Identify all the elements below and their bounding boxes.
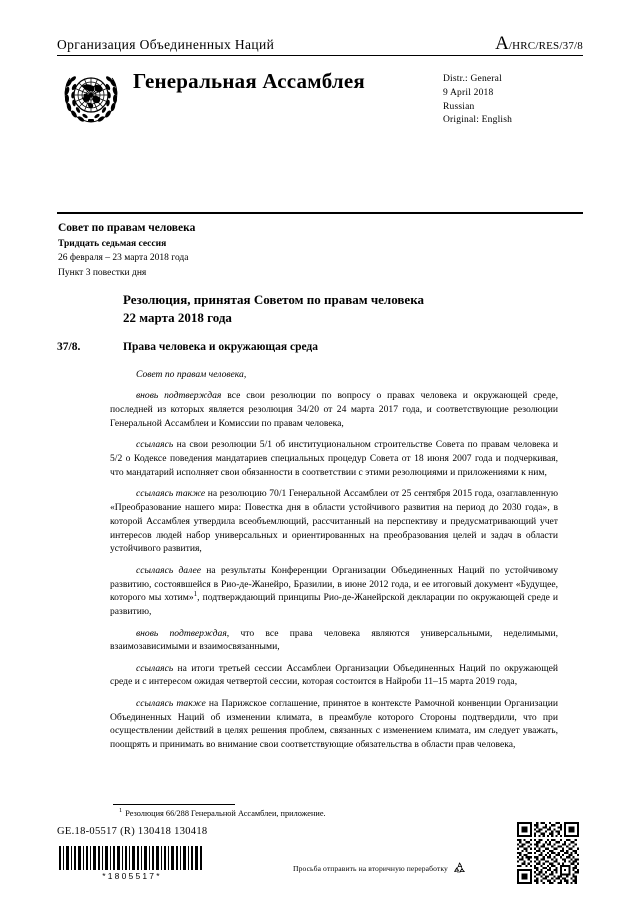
paragraph-lead-in: ссылаясь далее	[136, 564, 202, 576]
organization-name: Организация Объединенных Наций	[57, 37, 275, 52]
paragraph-text-continued: , подтверждающий принципы Рио-де-Жанейрской декларации по окружающей среде и развитию,	[110, 592, 559, 618]
paragraph-text: на результаты Конференции Организации Объединенных Наций по устойчивому развитию, состоявшейся в Рио-де-Жанейро, Бразилии, в июне 2012 года, и ее итоговый документ «Будущее, которого мы хотим»	[110, 564, 558, 604]
paragraph-lead-in: вновь подтверждая	[136, 390, 222, 402]
masthead-body-row	[57, 65, 583, 128]
recycle-notice	[293, 861, 467, 876]
preamble-paragraph	[110, 662, 558, 690]
preamble-paragraph-list	[110, 389, 558, 752]
session-dates: 26 февраля – 23 марта 2018 года	[58, 253, 189, 264]
document-symbol	[495, 34, 583, 53]
document-language: Russian	[443, 101, 475, 112]
preamble-paragraph	[110, 564, 558, 619]
document-date: 9 April 2018	[443, 87, 494, 98]
preamble-paragraph	[110, 389, 558, 430]
preamble-paragraph	[110, 487, 558, 556]
preamble-paragraph	[110, 627, 558, 655]
recycle-icon	[452, 861, 467, 876]
un-emblem-icon	[61, 67, 121, 125]
footnote	[119, 808, 539, 820]
paragraph-lead-in: ссылаясь	[136, 662, 174, 674]
footnote-separator	[113, 804, 235, 805]
footnote-marker: 1	[119, 807, 123, 815]
distribution-type: Distr.: General	[443, 74, 502, 84]
paragraph-text: на итоги третьей сессии Ассамблеи Организации Объединенных Наций по окружающей среде и с интересом ожидая четвертой сессии, которая состоится в Найроби 11–15 марта 2019 года,	[110, 662, 558, 688]
assembly-title: Генеральная Ассамблея	[133, 69, 365, 93]
paragraph-text: на резолюцию 70/1 Генеральной Ассамблеи от 25 сентября 2015 года, озаглавленную «Преобразование нашего мира: Повестка дня в области устойчивого развития на период до 2030 года», в которой Ассамблея утвердила всеобъемлющий, рассчитанный на перспективу и предусматривающий учет интересов людей набор универсальных и ориентированных на преобразования целей и задач в области устойчивого развития,	[110, 488, 559, 555]
section-divider	[57, 212, 583, 214]
preamble-opening-text: Совет по правам человека,	[136, 369, 247, 380]
original-language: Original: English	[443, 115, 513, 126]
barcode-bars	[57, 846, 205, 870]
council-name: Совет по правам человека	[58, 222, 196, 234]
qr-code-matrix	[517, 822, 579, 884]
paragraph-lead-in: ссылаясь также	[136, 697, 206, 709]
resolution-heading-line1: Резолюция, принятая Советом по правам человека	[123, 292, 424, 307]
preamble-opening	[110, 368, 558, 382]
paragraph-lead-in: ссылаясь	[136, 439, 174, 451]
resolution-heading-line2: 22 марта 2018 года	[123, 309, 232, 325]
qr-code	[517, 822, 579, 884]
session-number: Тридцать седьмая сессия	[58, 238, 167, 249]
masthead-top-row	[57, 34, 583, 55]
masthead-divider	[57, 55, 583, 56]
agenda-item: Пункт 3 повестки дня	[58, 268, 147, 279]
session-info	[58, 220, 458, 281]
paragraph-text: , что все права человека являются универсальными, неделимыми, взаимозависимыми и взаимосвязанными,	[110, 627, 558, 653]
resolution-title: Права человека и окружающая среда	[123, 341, 318, 353]
symbol-rest: /HRC/RES/37/8	[508, 40, 583, 52]
document-code: GE.18-05517 (R) 130418 130418	[57, 826, 208, 837]
symbol-prefix: A	[495, 33, 509, 54]
preamble-paragraph	[110, 438, 558, 479]
resolution-body	[110, 368, 558, 760]
resolution-heading	[123, 291, 563, 327]
distribution-block	[443, 73, 583, 128]
preamble-paragraph	[110, 697, 558, 752]
recycle-text: Просьба отправить на вторичную переработку	[293, 864, 448, 873]
paragraph-text: все свои резолюции по вопросу о правах человека и окружающей среде, последней из которых является резолюция 34/20 от 24 марта 2017 года, и соответствующие резолюции Генеральной Ассамблеи и Комиссии по правам человека,	[110, 390, 558, 429]
footnote-reference[interactable]: 1	[193, 590, 198, 599]
barcode-number: *1805517*	[102, 871, 162, 881]
paragraph-lead-in: ссылаясь также	[136, 488, 206, 500]
paragraph-lead-in: вновь подтверждая	[136, 627, 227, 639]
barcode	[57, 846, 207, 881]
paragraph-text: на свои резолюции 5/1 об институциональном строительстве Совета по правам человека и 5/2 о Кодексе поведения мандатариев специальных процедур Совета от 18 июня 2007 года и подчеркивая, что мандатарий исполняет свои обязанности в соответствии с этими резолюциями и приложениями к ним,	[110, 439, 558, 478]
paragraph-text: на Парижское соглашение, принятое в контексте Рамочной конвенции Организации Объединенных Наций об изменении климата, в преамбуле которого Стороны подтвердили, что при осуществлении действий в целях решения проблем, связанных с изменением климата, им следует уважать, поощрять и принимать во внимание свои соответствующие обязательства в области прав человека,	[110, 697, 559, 751]
document-masthead	[57, 34, 583, 128]
resolution-number: 37/8.	[57, 341, 81, 353]
footnote-text: Резолюция 66/288 Генеральной Ассамблеи, приложение.	[125, 809, 326, 818]
